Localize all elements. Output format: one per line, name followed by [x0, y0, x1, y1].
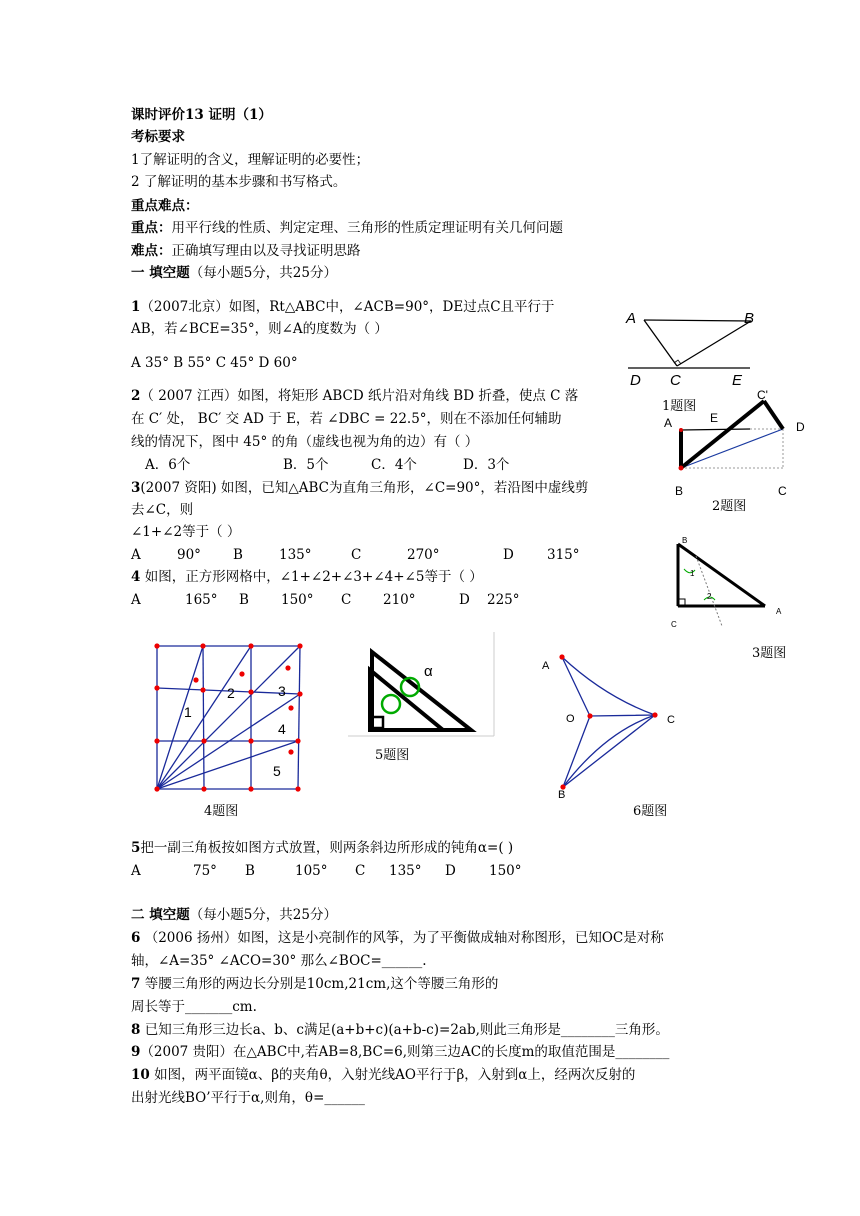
q3-opt-a-label: A — [131, 547, 141, 563]
q3-opt-b-label: B — [233, 547, 243, 563]
q4-text1: 如图，正方形网格中，∠1+∠2+∠3+∠4+∠5等于（ ） — [140, 569, 483, 585]
q8-text1: 已知三角形三边长a、b、c满足(a+b+c)(a+b-c)=2ab,则此三角形是________三角形。 — [140, 1022, 669, 1038]
section1-title: 一 填空题 — [131, 265, 190, 281]
q1-options: A 35° B 55° C 45° D 60° — [131, 355, 298, 371]
section2-heading — [131, 905, 337, 925]
q3-number: 3 — [131, 480, 141, 496]
q3-line3: ∠1+∠2等于（ ） — [131, 524, 241, 540]
fig4-angle-1: 1 — [184, 704, 192, 720]
q4-options — [131, 590, 520, 610]
requirement-2: 2 了解证明的基本步骤和书写格式。 — [131, 174, 347, 190]
q9-number: 9 — [131, 1044, 141, 1060]
q5-text1: 把一副三角板按如图方式放置，则两条斜边所形成的钝角α=( ) — [140, 840, 514, 856]
q3-line2: 去∠C，则 — [131, 502, 194, 518]
q5-opt-a-label: A — [131, 863, 141, 879]
q8-line1 — [131, 1020, 669, 1040]
q5-opt-c-label: C — [355, 863, 366, 879]
figure-6 — [535, 652, 695, 802]
q2-line3: 线的情况下，图中 45° 的角（虚线也视为角的边）有（ ） — [131, 434, 479, 450]
q5-opt-d-value: 150° — [489, 863, 522, 879]
q7-number: 7 — [131, 976, 141, 992]
q6-number: 6 — [131, 930, 141, 946]
section1-note: （每小题5分，共25分） — [189, 265, 337, 281]
fig4-angle-4: 4 — [278, 721, 286, 737]
figure-4 — [145, 636, 310, 801]
fig2-label-c: C — [778, 484, 787, 498]
key-point-line — [131, 218, 563, 238]
fig6-label-o: O — [566, 713, 575, 725]
fig1-label-d: D — [630, 372, 641, 389]
section2-note: （每小题5分，共25分） — [189, 907, 337, 923]
fig2-label-c-prime: C' — [757, 388, 768, 402]
q4-opt-d-label: D — [459, 592, 470, 608]
q3-opt-d-label: D — [503, 547, 514, 563]
figure-5 — [348, 630, 496, 740]
fig1-label-b: B — [744, 310, 755, 327]
q5-opt-a-value: 75° — [193, 863, 217, 879]
fig6-label-c: C — [667, 714, 675, 726]
q4-opt-b-value: 150° — [281, 592, 314, 608]
q1-line2: AB，若∠BCE=35°，则∠A的度数为（ ） — [131, 321, 388, 337]
section2-title: 二 填空题 — [131, 907, 190, 923]
q10-number: 10 — [131, 1067, 150, 1083]
fig4-angle-5: 5 — [273, 763, 281, 779]
figure-6-caption: 6题图 — [633, 804, 668, 819]
q2-line1 — [131, 386, 578, 406]
difficulty-line — [131, 241, 361, 261]
q2-opt-d: D．3个 — [463, 457, 510, 473]
q4-opt-c-label: C — [341, 592, 352, 608]
q3-opt-d-value: 315° — [547, 547, 580, 563]
fig1-label-c: C — [670, 372, 681, 389]
q4-opt-c-value: 210° — [383, 592, 416, 608]
q5-line1 — [131, 838, 513, 858]
q10-line1 — [131, 1065, 635, 1085]
requirements-heading: 考标要求 — [131, 129, 185, 145]
q10-text1: 如图，两平面镜α、β的夹角θ，入射光线AO平行于β，入射到α上，经两次反射的 — [149, 1067, 636, 1083]
fig3-label-c: C — [671, 620, 677, 629]
figure-3 — [666, 534, 796, 634]
q1-text1: （2007北京）如图，Rt△ABC中，∠ACB=90°，DE过点C且平行于 — [140, 299, 555, 315]
q1-line1 — [131, 297, 555, 317]
key-text: 用平行线的性质、判定定理、三角形的性质定理证明有关几何问题 — [171, 220, 563, 236]
q4-opt-a-value: 165° — [185, 592, 218, 608]
figure-2 — [660, 386, 820, 502]
q4-opt-b-label: B — [239, 592, 249, 608]
q6-line1 — [131, 928, 664, 948]
q7-line1 — [131, 974, 498, 994]
q5-options — [131, 861, 522, 881]
q10-line2: 出射光线BO’平行于α,则角，θ=______ — [131, 1090, 365, 1106]
q5-opt-d-label: D — [445, 863, 456, 879]
figure-1 — [620, 300, 760, 392]
fig2-label-a: A — [664, 416, 673, 430]
q4-line1 — [131, 567, 483, 587]
q3-opt-a-value: 90° — [177, 547, 201, 563]
fig3-label-1: 1 — [690, 569, 695, 578]
q5-opt-c-value: 135° — [389, 863, 422, 879]
section1-heading — [131, 263, 337, 283]
q7-line2: 周长等于_______cm. — [131, 999, 257, 1015]
q2-opt-c: C．4个 — [371, 457, 417, 473]
q1-number: 1 — [131, 299, 141, 315]
fig6-label-b: B — [558, 789, 566, 801]
q2-opt-a: A．6个 — [145, 457, 191, 473]
q5-opt-b-value: 105° — [295, 863, 328, 879]
q5-opt-b-label: B — [245, 863, 255, 879]
q6-line2: 轴，∠A=35° ∠ACO=30° 那么∠BOC=______. — [131, 953, 427, 969]
fig2-label-b: B — [675, 484, 684, 498]
q9-text1: （2007 贵阳）在△ABC中,若AB=8,BC=6,则第三边AC的长度m的取值范围是________ — [140, 1044, 670, 1060]
fig3-label-b: B — [682, 536, 688, 545]
q4-number: 4 — [131, 569, 141, 585]
fig1-label-e: E — [732, 372, 743, 389]
fig2-label-d: D — [796, 420, 805, 434]
fig3-label-2: 2 — [707, 592, 712, 601]
q6-text1: （2006 扬州）如图，这是小亮制作的风筝，为了平衡做成轴对称图形，已知OC是对称 — [140, 930, 664, 946]
q2-line2: 在 C′ 处， BC′ 交 AD 于 E，若 ∠DBC = 22.5°，则在不添加任何辅助 — [131, 411, 562, 427]
difficulty-text: 正确填写理由以及寻找证明思路 — [171, 243, 361, 259]
key-label: 重点： — [131, 220, 172, 236]
q3-opt-c-label: C — [351, 547, 362, 563]
q8-number: 8 — [131, 1022, 141, 1038]
page-title: 课时评价13 证明（1） — [131, 107, 272, 123]
q2-opt-b: B．5个 — [283, 457, 329, 473]
q7-text1: 等腰三角形的两边长分别是10cm,21cm,这个等腰三角形的 — [140, 976, 499, 992]
fig1-label-a: A — [626, 310, 637, 327]
fig4-angle-2: 2 — [227, 685, 235, 701]
q3-text1: (2007 资阳) 如图，已知△ABC为直角三角形，∠C=90°，若沿图中虚线剪 — [140, 480, 589, 496]
fig4-angle-3: 3 — [278, 683, 286, 699]
figure-4-caption: 4题图 — [204, 804, 239, 819]
q5-number: 5 — [131, 840, 141, 856]
q9-line1 — [131, 1042, 669, 1062]
q4-opt-a-label: A — [131, 592, 141, 608]
difficulty-label: 难点： — [131, 243, 172, 259]
fig5-label-alpha: α — [424, 663, 433, 680]
fig2-label-e: E — [710, 411, 719, 425]
figure-2-caption: 2题图 — [712, 499, 747, 514]
q3-opt-c-value: 270° — [407, 547, 440, 563]
figure-1-caption: 1题图 — [662, 399, 697, 414]
q2-text1: （ 2007 江西）如图，将矩形 ABCD 纸片沿对角线 BD 折叠，使点 C 落 — [140, 388, 579, 404]
fig6-label-a: A — [542, 660, 550, 672]
figure-5-caption: 5题图 — [375, 748, 410, 763]
figure-3-caption: 3题图 — [752, 646, 787, 661]
q2-options — [145, 455, 509, 475]
q3-line1 — [131, 478, 588, 498]
q2-number: 2 — [131, 388, 141, 404]
key-points-heading: 重点难点： — [131, 198, 199, 214]
q3-options — [131, 545, 580, 565]
requirement-1: 1了解证明的含义，理解证明的必要性； — [131, 152, 370, 168]
fig3-label-a: A — [776, 607, 782, 616]
q4-opt-d-value: 225° — [487, 592, 520, 608]
q3-opt-b-value: 135° — [279, 547, 312, 563]
